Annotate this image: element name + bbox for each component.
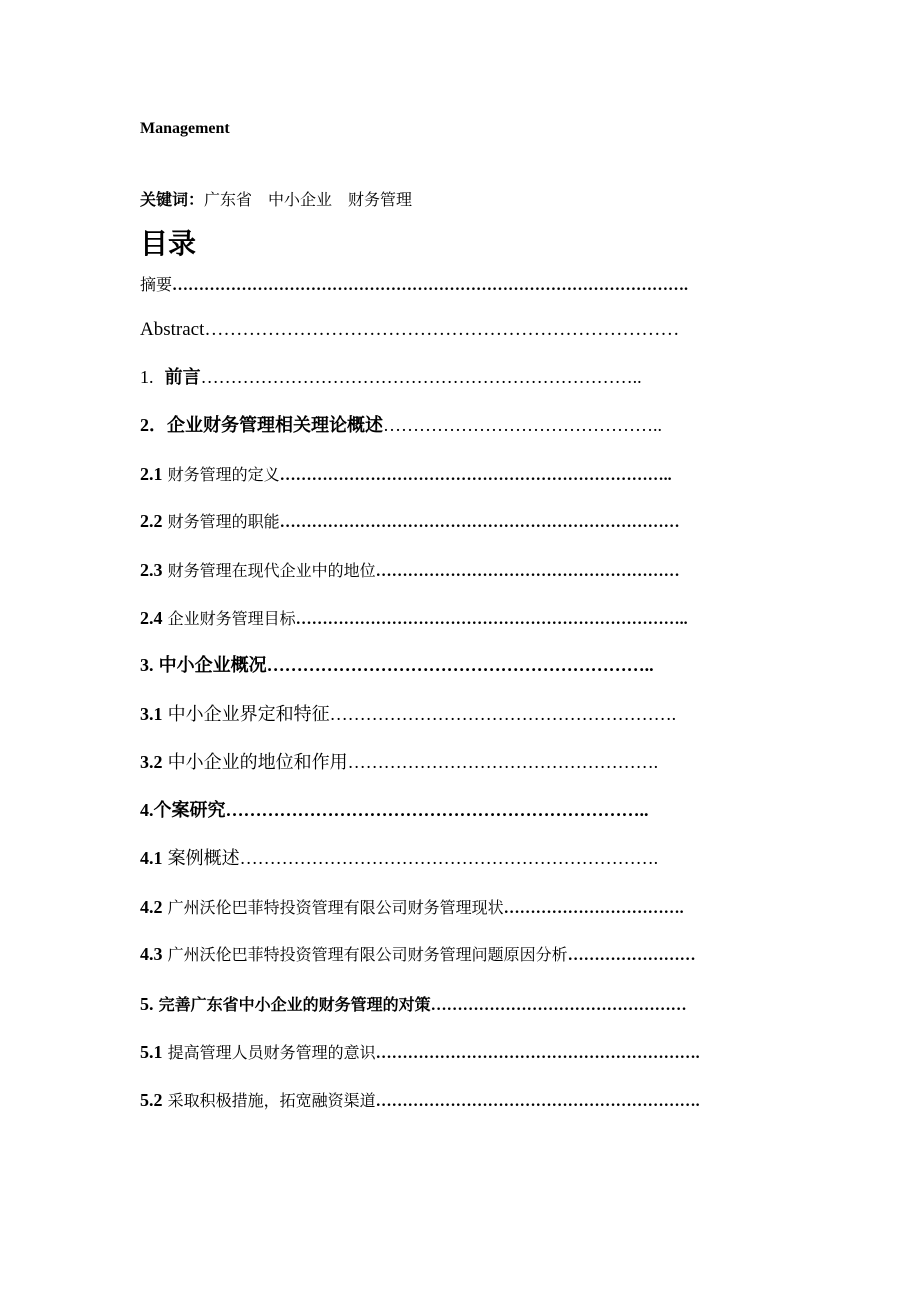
toc-entry-number: 4. xyxy=(140,800,154,820)
toc-entry-label: Abstract xyxy=(140,319,205,340)
toc-entry-label: 财务管理的定义 xyxy=(167,465,280,484)
toc-entry-3-2[interactable] xyxy=(140,753,658,772)
toc-title: 目录 xyxy=(140,227,197,260)
toc-entry-label: 中小企业的地位和作用 xyxy=(167,752,348,773)
toc-entry-leader: ……………………………………….. xyxy=(383,415,662,435)
toc-entry-number: 4.3 xyxy=(140,944,163,964)
toc-entry-leader: ………………………………………………………………… xyxy=(279,514,680,531)
toc-entry-leader: ………………………………………………………………… xyxy=(204,319,680,340)
toc-entry-number: 2.3 xyxy=(140,560,163,580)
toc-entry-label: 摘要 xyxy=(140,275,173,294)
toc-entry-label: 企业财务管理相关理论概述 xyxy=(167,415,383,436)
toc-entry-2-4[interactable] xyxy=(140,609,688,628)
toc-entry-2-1[interactable] xyxy=(140,465,672,484)
toc-entry-leader: ………………………………………………… xyxy=(375,563,680,580)
header-word: Management xyxy=(140,120,230,137)
toc-entry-leader: ……………………………………………………………….. xyxy=(279,467,672,484)
toc-entry-leader: ……………………………. xyxy=(503,900,684,917)
toc-entry-label: 企业财务管理目标 xyxy=(167,609,296,628)
toc-entry-number: 5.1 xyxy=(140,1042,163,1062)
toc-entry-leader: ……………………………………………………. xyxy=(375,1045,700,1062)
toc-entry-1[interactable] xyxy=(140,368,642,387)
toc-entry-label: 广州沃伦巴菲特投资管理有限公司财务管理现状 xyxy=(167,898,504,917)
toc-entry-number: 5.2 xyxy=(140,1090,163,1110)
toc-entry-2-2[interactable] xyxy=(140,512,680,531)
toc-entry-leader: …………………… xyxy=(567,947,696,964)
toc-entry-2-3[interactable] xyxy=(140,561,680,580)
toc-entry-leader: ……………………………………………. xyxy=(347,752,659,772)
toc-entry-label: 采取积极措施，拓宽融资渠道 xyxy=(167,1091,376,1110)
toc-entry-label: 财务管理在现代企业中的地位 xyxy=(167,561,376,580)
toc-entry-label: 财务管理的职能 xyxy=(167,512,280,531)
toc-entry-number: 4.2 xyxy=(140,897,163,917)
toc-entry-number: 2.4 xyxy=(140,608,163,628)
toc-entry-label: 个案研究 xyxy=(153,800,226,821)
toc-entry-label: 提高管理人员财务管理的意识 xyxy=(167,1043,376,1062)
toc-entry-5-1[interactable] xyxy=(140,1043,700,1062)
toc-entry-leader: ……………………………………………………………. xyxy=(239,848,659,868)
toc-entry-leader: ……………………………………………………………….. xyxy=(295,611,688,628)
toc-entry-label: 广州沃伦巴菲特投资管理有限公司财务管理问题原因分析 xyxy=(167,945,568,964)
toc-entry-leader: …………………………………………………………….. xyxy=(225,800,649,820)
toc-entry-leader: ……………………………………………………. xyxy=(375,1093,700,1110)
toc-entry-label: 中小企业界定和特征 xyxy=(167,704,330,725)
toc-entry-3[interactable] xyxy=(140,656,654,675)
keywords-label: 关键词： xyxy=(140,190,205,209)
toc-entry-4-3[interactable] xyxy=(140,945,696,964)
keywords-items: 广东省 中小企业 财务管理 xyxy=(204,190,413,209)
toc-entry-number: 3.2 xyxy=(140,752,163,772)
toc-entry-label: 前言 xyxy=(164,367,201,388)
toc-entry-number: 3. xyxy=(140,655,154,675)
toc-entry-2[interactable] xyxy=(140,416,662,435)
toc-entry-3-1[interactable] xyxy=(140,705,676,724)
keywords-line xyxy=(140,192,412,208)
toc-entry-number: 1. xyxy=(140,367,154,387)
toc-entry-number: 2.2 xyxy=(140,511,163,531)
toc-entry-label: 完善广东省中小企业的财务管理的对策 xyxy=(158,995,431,1014)
toc-entry-number: 4.1 xyxy=(140,848,163,868)
toc-entry-leader: ………………………………………… xyxy=(430,997,687,1014)
toc-entry-4[interactable] xyxy=(140,801,649,820)
toc-entry-4-2[interactable] xyxy=(140,898,684,917)
toc-entry-abstract-en[interactable] xyxy=(140,320,679,339)
toc-entry-leader: ……………………………………………………….. xyxy=(266,655,654,675)
toc-entry-4-1[interactable] xyxy=(140,849,658,868)
toc-entry-number: 3.1 xyxy=(140,704,163,724)
toc-entry-5-2[interactable] xyxy=(140,1091,700,1110)
toc-entry-number: 5. xyxy=(140,994,154,1014)
toc-entry-number: 2.1 xyxy=(140,464,163,484)
toc-entry-5[interactable] xyxy=(140,995,687,1014)
toc-entry-label: 中小企业概况 xyxy=(158,655,267,676)
toc-entry-leader: …………………………………………………. xyxy=(329,704,677,724)
toc-entry-label: 案例概述 xyxy=(167,848,240,869)
toc-entry-abstract-cn[interactable] xyxy=(140,277,688,294)
toc-entry-leader: ……………………………………………………………………………………. xyxy=(172,277,689,294)
toc-entry-number: 2． xyxy=(140,415,167,435)
toc-entry-leader: ……………………………………………………………….. xyxy=(200,367,642,387)
